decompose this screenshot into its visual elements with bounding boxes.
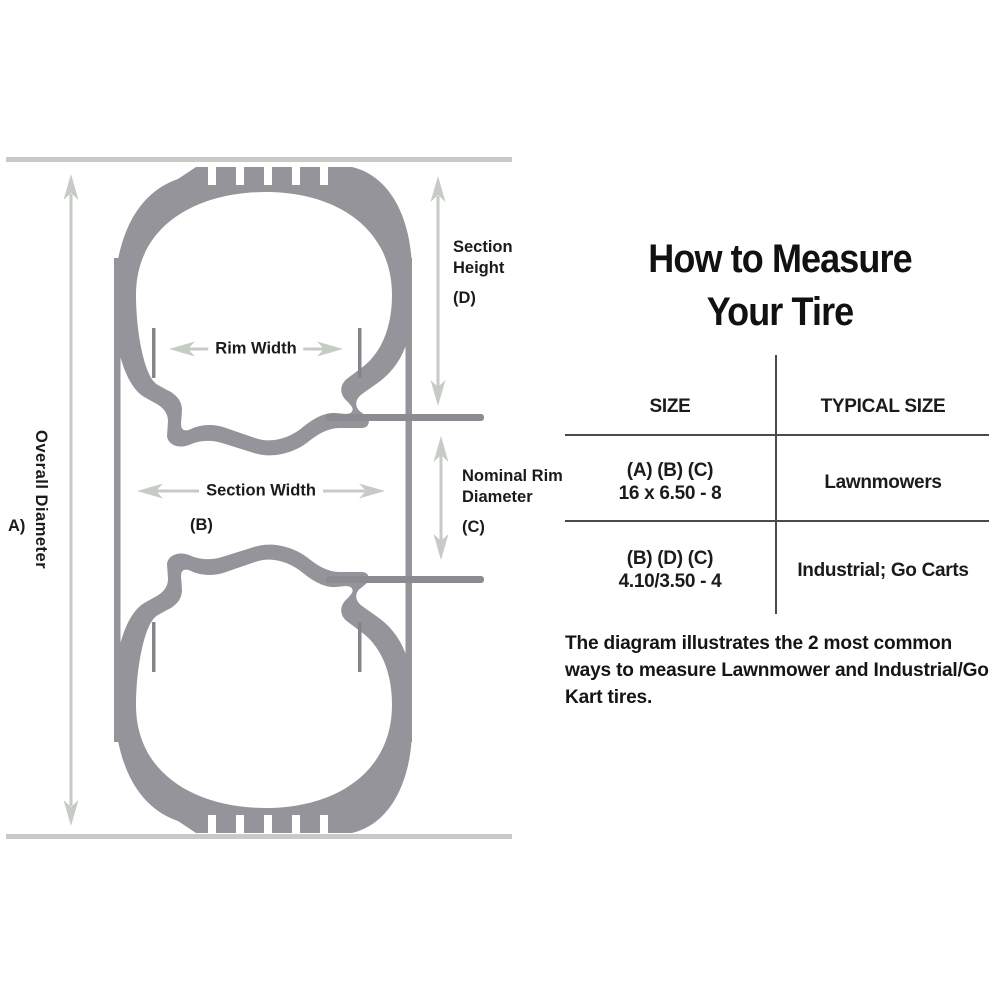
section-height-line1: Section bbox=[453, 238, 513, 256]
section-height-line2: Height bbox=[453, 259, 505, 277]
tire-upper-section bbox=[114, 167, 412, 455]
page-title-line2: Your Tire bbox=[706, 290, 854, 334]
page-title bbox=[587, 233, 974, 339]
typical-size-cell: Lawnmowers bbox=[824, 471, 942, 493]
size-value: 4.10/3.50 - 4 bbox=[618, 571, 722, 592]
table-row bbox=[565, 436, 989, 522]
size-cell bbox=[565, 522, 777, 614]
size-cell bbox=[565, 436, 777, 520]
table-header-typical-size: TYPICAL SIZE bbox=[820, 396, 946, 417]
size-keys: (B) (D) (C) bbox=[626, 548, 714, 569]
tire-lower-section bbox=[114, 545, 412, 833]
page-title-line1: How to Measure bbox=[648, 237, 912, 281]
nominal-rim-label bbox=[462, 466, 563, 538]
section-width-key: (B) bbox=[190, 516, 213, 534]
section-height-key: (D) bbox=[453, 289, 476, 307]
rim-flange-right bbox=[358, 328, 362, 378]
rim-width-label: Rim Width bbox=[208, 339, 303, 360]
nominal-rim-line1: Nominal Rim bbox=[462, 467, 563, 485]
table-header-size: SIZE bbox=[565, 355, 777, 434]
table-row bbox=[565, 522, 989, 614]
bottom-boundary-line bbox=[6, 834, 512, 839]
typical-size-cell: Industrial; Go Carts bbox=[797, 559, 969, 581]
overall-diameter-label: Overall Diameter bbox=[32, 430, 50, 570]
size-table bbox=[565, 355, 989, 614]
overall-diameter-arrow bbox=[64, 174, 79, 826]
nominal-rim-key: (C) bbox=[462, 518, 485, 536]
nominal-rim-line2: Diameter bbox=[462, 488, 533, 506]
right-sidewall-line bbox=[406, 258, 413, 742]
rim-flange-left bbox=[152, 328, 156, 378]
top-boundary-line bbox=[6, 157, 512, 162]
overall-diameter-key: A) bbox=[8, 517, 26, 535]
bead-seat-bar-lower bbox=[326, 576, 484, 583]
bead-seat-bar-upper bbox=[326, 414, 484, 421]
section-height-label bbox=[453, 237, 513, 309]
nominal-rim-diameter-arrow bbox=[434, 436, 449, 560]
size-value: 16 x 6.50 - 8 bbox=[618, 483, 722, 504]
left-sidewall-line bbox=[114, 258, 121, 742]
section-height-arrow bbox=[431, 176, 446, 406]
caption: The diagram illustrates the 2 most common ways to measure Lawnmower and Industrial/Go Kart tires. bbox=[565, 632, 989, 708]
section-width-label: Section Width bbox=[199, 481, 323, 502]
table-header-row bbox=[565, 355, 989, 436]
size-keys: (A) (B) (C) bbox=[626, 460, 714, 481]
